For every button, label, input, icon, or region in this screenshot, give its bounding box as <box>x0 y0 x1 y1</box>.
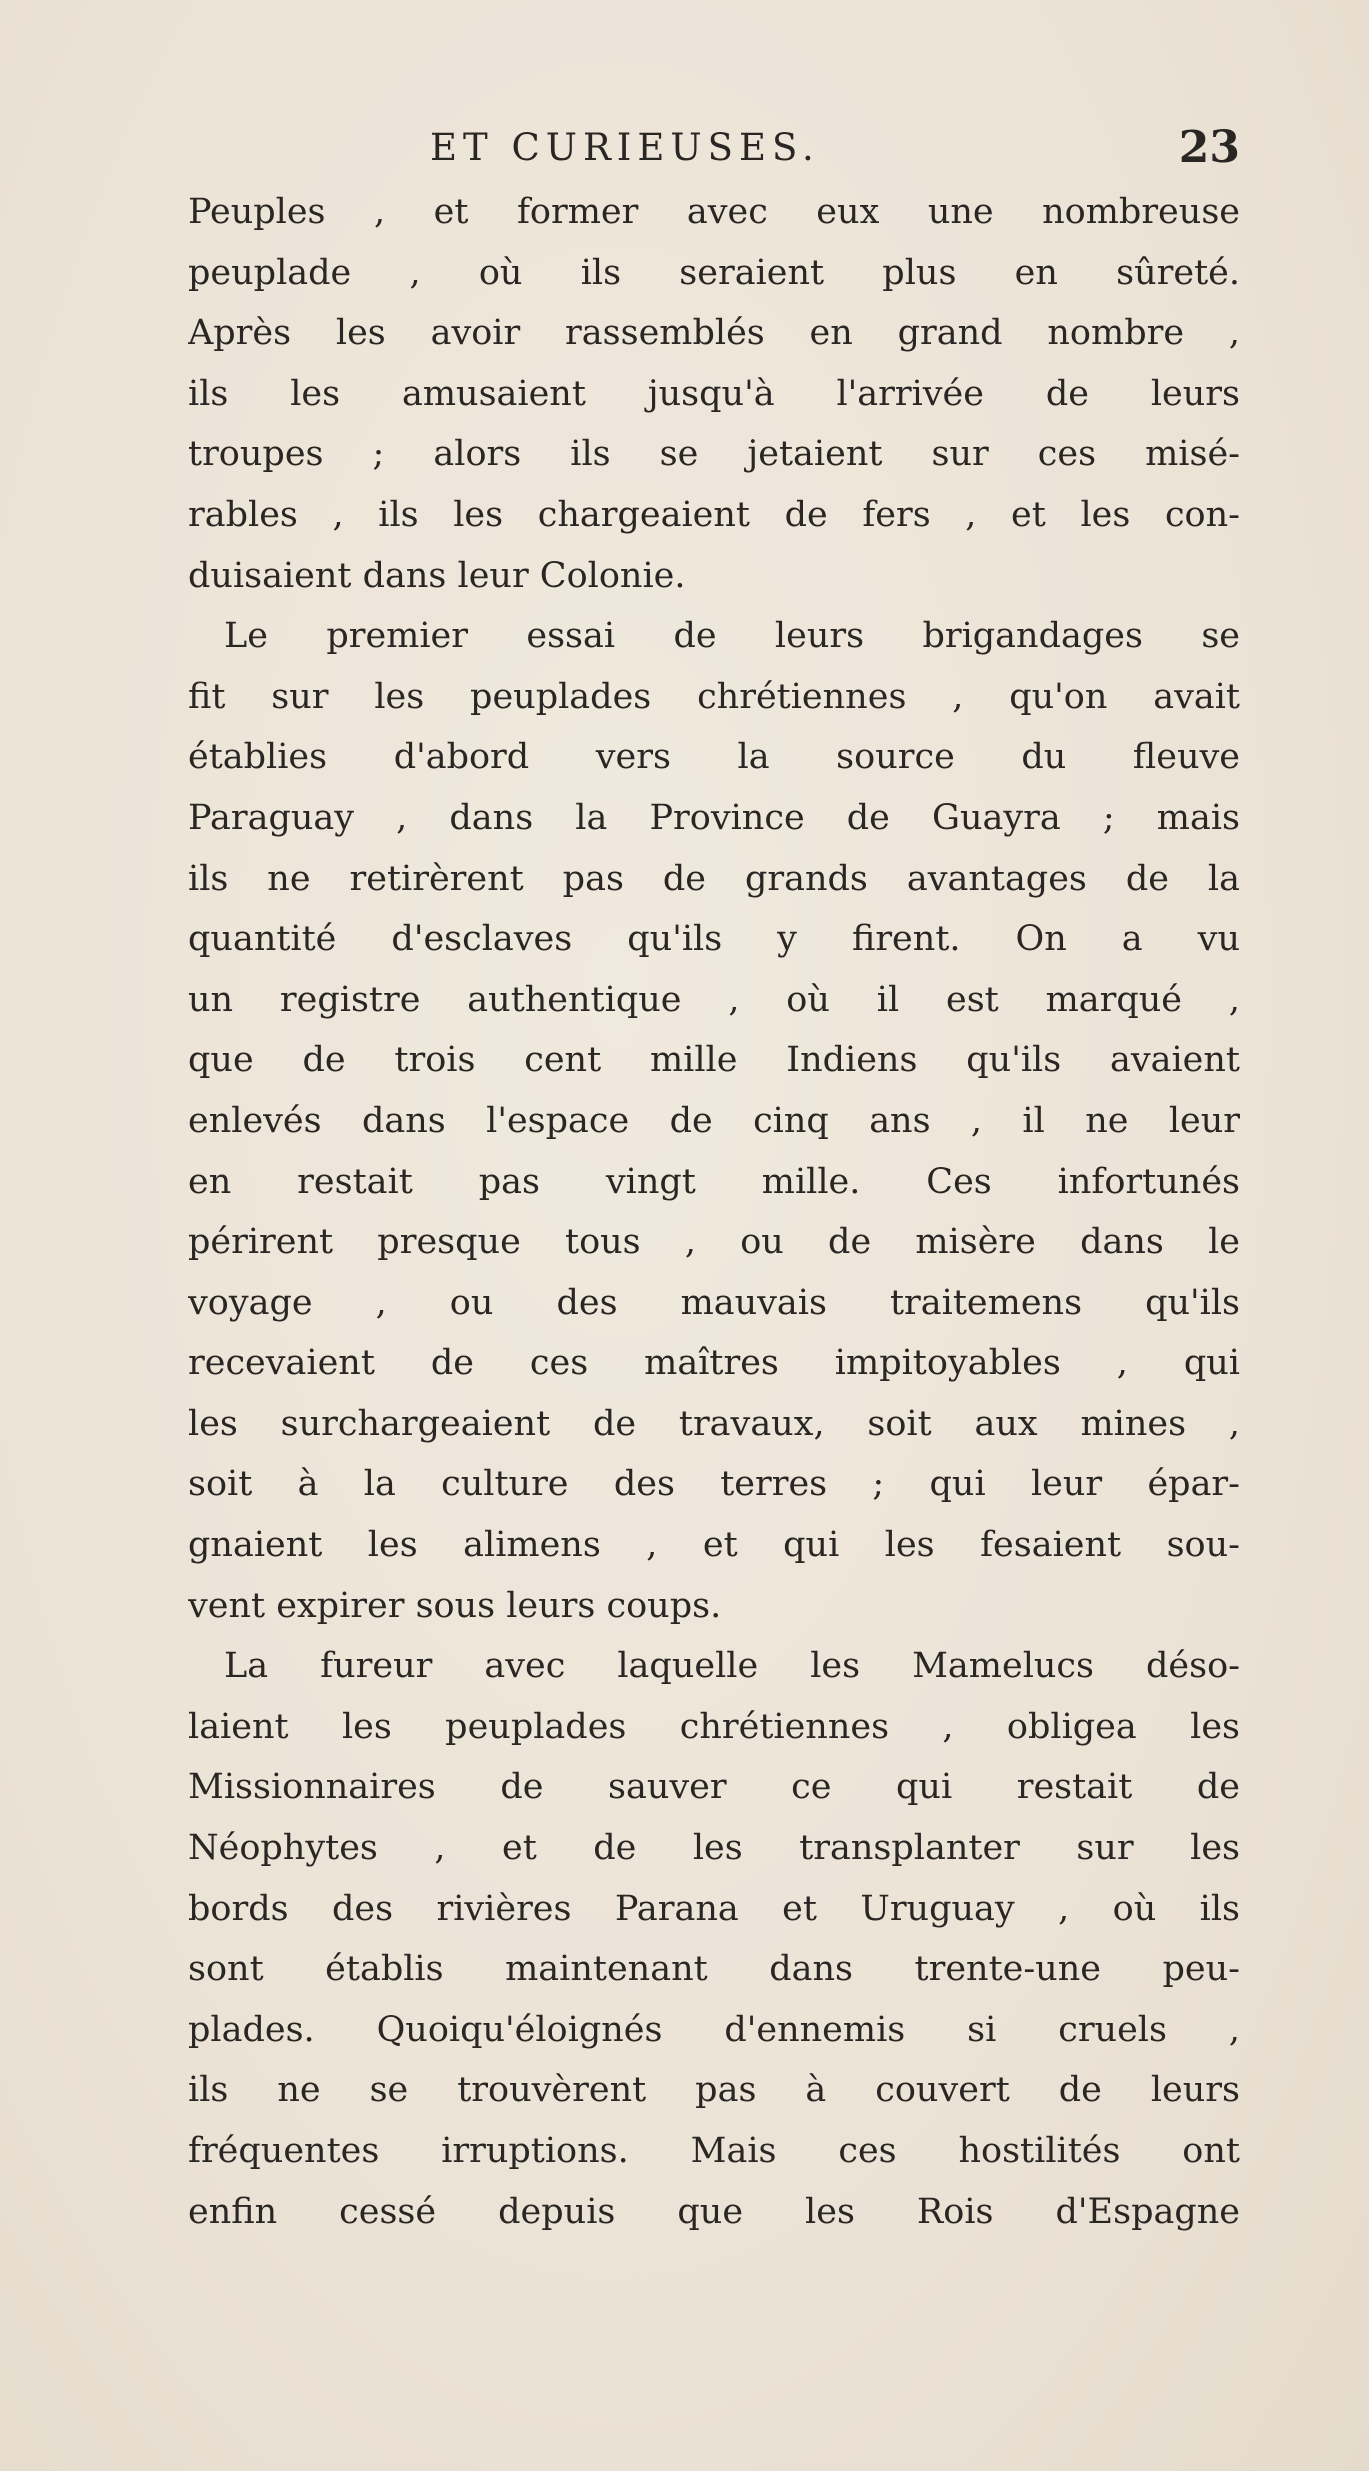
body-text <box>188 182 1240 2242</box>
text-line: laient les peuplades chrétiennes , obligea les <box>188 1706 1240 1747</box>
text-line: ils ne se trouvèrent pas à couvert de leurs <box>188 2070 1240 2111</box>
text-line: Le premier essai de leurs brigandages se <box>224 616 1240 657</box>
text-line: sont établis maintenant dans trente-une peu- <box>188 1949 1240 1990</box>
text-line: Après les avoir rassemblés en grand nombre , <box>188 313 1240 354</box>
text-line: un registre authentique , où il est marqué , <box>188 979 1240 1020</box>
text-line: Missionnaires de sauver ce qui restait de <box>188 1767 1240 1808</box>
text-line: vent expirer sous leurs coups. <box>188 1585 722 1626</box>
text-line: que de trois cent mille Indiens qu'ils avaient <box>188 1040 1240 1081</box>
text-line: plades. Quoiqu'éloignés d'ennemis si cruels , <box>188 2009 1240 2050</box>
text-line: La fureur avec laquelle les Mamelucs déso- <box>224 1646 1240 1687</box>
text-line: en restait pas vingt mille. Ces infortunés <box>188 1161 1240 1202</box>
text-line: les surchargeaient de travaux, soit aux mines , <box>188 1403 1240 1444</box>
text-line: fréquentes irruptions. Mais ces hostilités ont <box>188 2131 1240 2171</box>
text-line: recevaient de ces maîtres impitoyables , qui <box>188 1343 1240 1384</box>
text-line: gnaient les alimens , et qui les fesaient sou- <box>188 1525 1240 1566</box>
text-line: enlevés dans l'espace de cinq ans , il ne leur <box>188 1100 1240 1141</box>
text-line: périrent presque tous , ou de misère dans le <box>188 1222 1240 1263</box>
text-line: fit sur les peuplades chrétiennes , qu'on avait <box>188 676 1240 717</box>
text-line: troupes ; alors ils se jetaient sur ces misé- <box>188 434 1240 475</box>
text-line: rables , ils les chargeaient de fers , et les con- <box>188 494 1240 535</box>
text-line: établies d'abord vers la source du fleuve <box>188 737 1240 778</box>
text-line: ils ne retirèrent pas de grands avantages de la <box>188 858 1240 899</box>
running-head <box>195 118 1240 178</box>
text-line: ils les amusaient jusqu'à l'arrivée de leurs <box>188 373 1240 414</box>
text-line: voyage , ou des mauvais traitemens qu'ils <box>188 1282 1240 1323</box>
text-line: Peuples , et former avec eux une nombreuse <box>188 192 1240 232</box>
text-line: peuplade , où ils seraient plus en sûreté. <box>188 252 1240 293</box>
text-line: Néophytes , et de les transplanter sur les <box>188 1828 1240 1869</box>
text-line: quantité d'esclaves qu'ils y firent. On a vu <box>188 919 1240 960</box>
running-title: ET CURIEUSES. <box>430 126 820 169</box>
text-line: soit à la culture des terres ; qui leur épar- <box>188 1464 1240 1505</box>
page-number: 23 <box>1178 122 1240 173</box>
text-line: enfin cessé depuis que les Rois d'Espagne <box>188 2191 1240 2232</box>
text-line: Paraguay , dans la Province de Guayra ; mais <box>188 797 1240 838</box>
text-line: bords des rivières Parana et Uruguay , où ils <box>188 1888 1240 1929</box>
text-line: duisaient dans leur Colonie. <box>188 555 686 596</box>
